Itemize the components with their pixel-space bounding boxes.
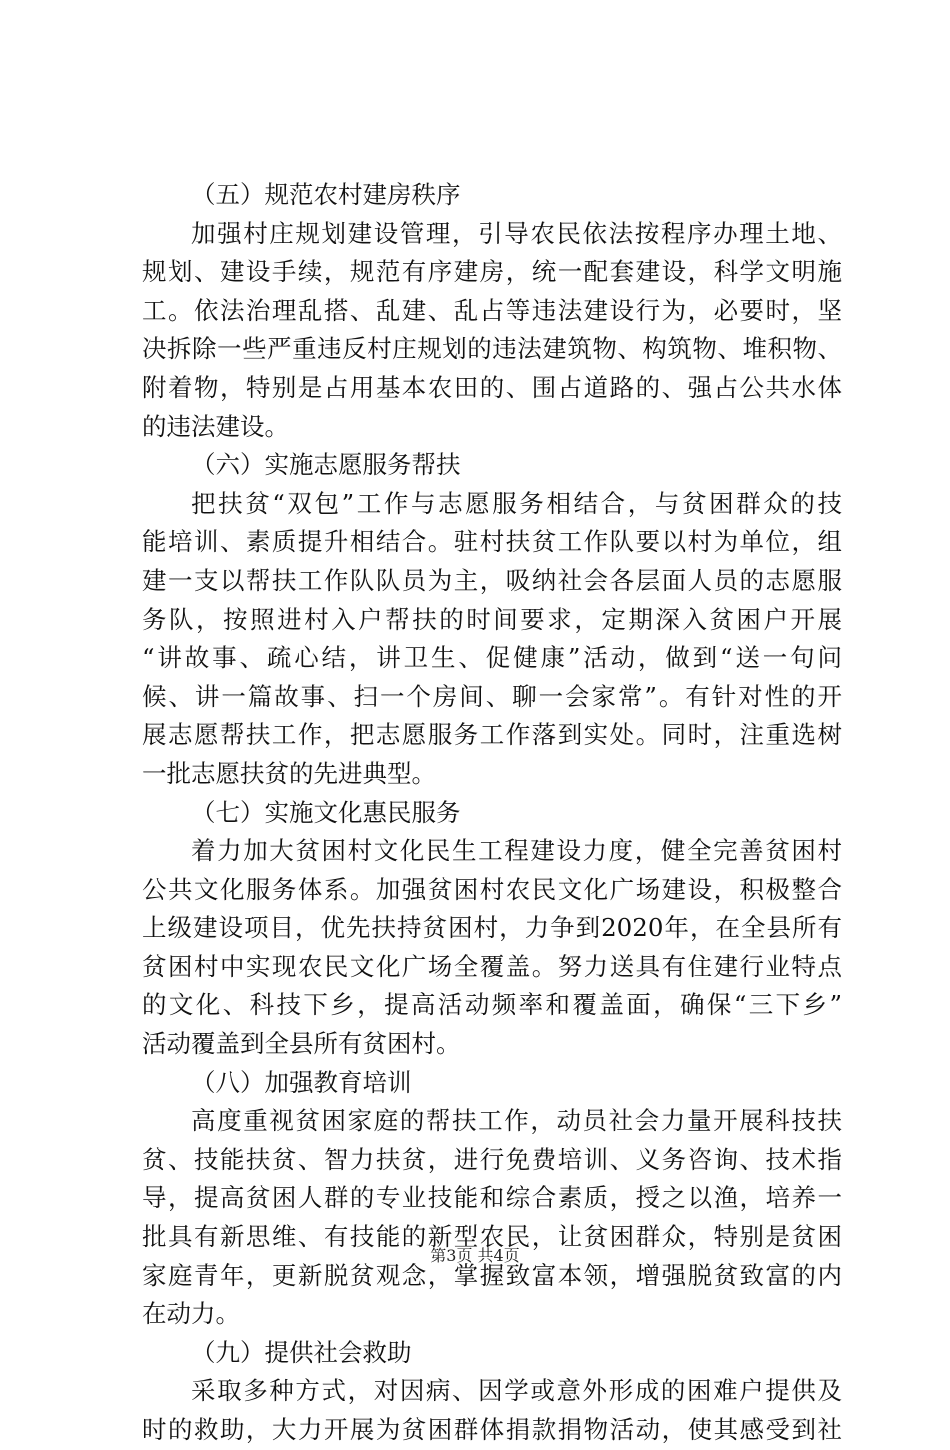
section-heading: （七）实施文化惠民服务 — [191, 797, 461, 827]
paragraph-line: 导，提高贫困人群的专业技能和综合素质，授之以渔，培养一 — [142, 1183, 842, 1213]
paragraph-line: 家庭青年，更新脱贫观念，掌握致富本领，增强脱贫致富的内 — [142, 1260, 842, 1290]
paragraph-line: 务队，按照进村入户帮扶的时间要求，定期深入贫困户开展 — [142, 604, 842, 634]
paragraph-line: 时的救助，大力开展为贫困群体捐款捐物活动，使其感受到社 — [142, 1415, 842, 1444]
paragraph-line: 贫、技能扶贫、智力扶贫，进行免费培训、义务咨询、技术指 — [142, 1144, 842, 1174]
section-heading: （八）加强教育培训 — [191, 1067, 412, 1097]
paragraph-line: 工。依法治理乱搭、乱建、乱占等违法建设行为，必要时，坚 — [142, 295, 842, 325]
page-footer — [0, 1246, 950, 1266]
paragraph-line: 公共文化服务体系。加强贫困村农民文化广场建设，积极整合 — [142, 874, 842, 904]
paragraph-line: 贫困村中实现农民文化广场全覆盖。努力送具有住建行业特点 — [142, 951, 842, 981]
section-heading: （五）规范农村建房秩序 — [191, 180, 461, 209]
page-number-label: 第3页 共4页 — [430, 1246, 520, 1265]
paragraph-line: 加强村庄规划建设管理，引导农民依法按程序办理土地、 — [191, 218, 842, 248]
paragraph-line: 上级建设项目，优先扶持贫困村，力争到2020年，在全县所有 — [142, 913, 842, 943]
paragraph-line: 批具有新思维、有技能的新型农民，让贫困群众，特别是贫困 — [142, 1222, 842, 1252]
paragraph-line: 的违法建设。 — [142, 411, 289, 441]
paragraph-line: 候、讲一篇故事、扫一个房间、聊一会家常”。有针对性的开 — [142, 681, 842, 711]
paragraph-line: 决拆除一些严重违反村庄规划的违法建筑物、构筑物、堆积物、 — [142, 334, 842, 364]
paragraph-line: 能培训、素质提升相结合。驻村扶贫工作队要以村为单位，组 — [142, 527, 842, 557]
paragraph-line: “讲故事、疏心结，讲卫生、促健康”活动，做到“送一句问 — [142, 643, 842, 673]
paragraph-line: 着力加大贫困村文化民生工程建设力度，健全完善贫困村 — [191, 836, 842, 866]
paragraph-line: 采取多种方式，对因病、因学或意外形成的困难户提供及 — [191, 1376, 842, 1406]
paragraph-line: 规划、建设手续，规范有序建房，统一配套建设，科学文明施 — [142, 257, 842, 287]
paragraph-line: 展志愿帮扶工作，把志愿服务工作落到实处。同时，注重选树 — [142, 720, 842, 750]
section-heading: （九）提供社会救助 — [191, 1337, 412, 1367]
paragraph-line: 附着物，特别是占用基本农田的、围占道路的、强占公共水体 — [142, 372, 842, 402]
paragraph-line: 把扶贫“双包”工作与志愿服务相结合，与贫困群众的技 — [191, 488, 842, 518]
paragraph-line: 建一支以帮扶工作队队员为主，吸纳社会各层面人员的志愿服 — [142, 565, 842, 595]
paragraph-line: 的文化、科技下乡，提高活动频率和覆盖面，确保“三下乡” — [142, 990, 842, 1020]
paragraph-line: 一批志愿扶贫的先进典型。 — [142, 758, 436, 788]
paragraph-line: 在动力。 — [142, 1299, 240, 1329]
paragraph-line: 活动覆盖到全县所有贫困村。 — [142, 1029, 461, 1059]
section-heading: （六）实施志愿服务帮扶 — [191, 450, 461, 480]
paragraph-line: 高度重视贫困家庭的帮扶工作，动员社会力量开展科技扶 — [191, 1106, 842, 1136]
